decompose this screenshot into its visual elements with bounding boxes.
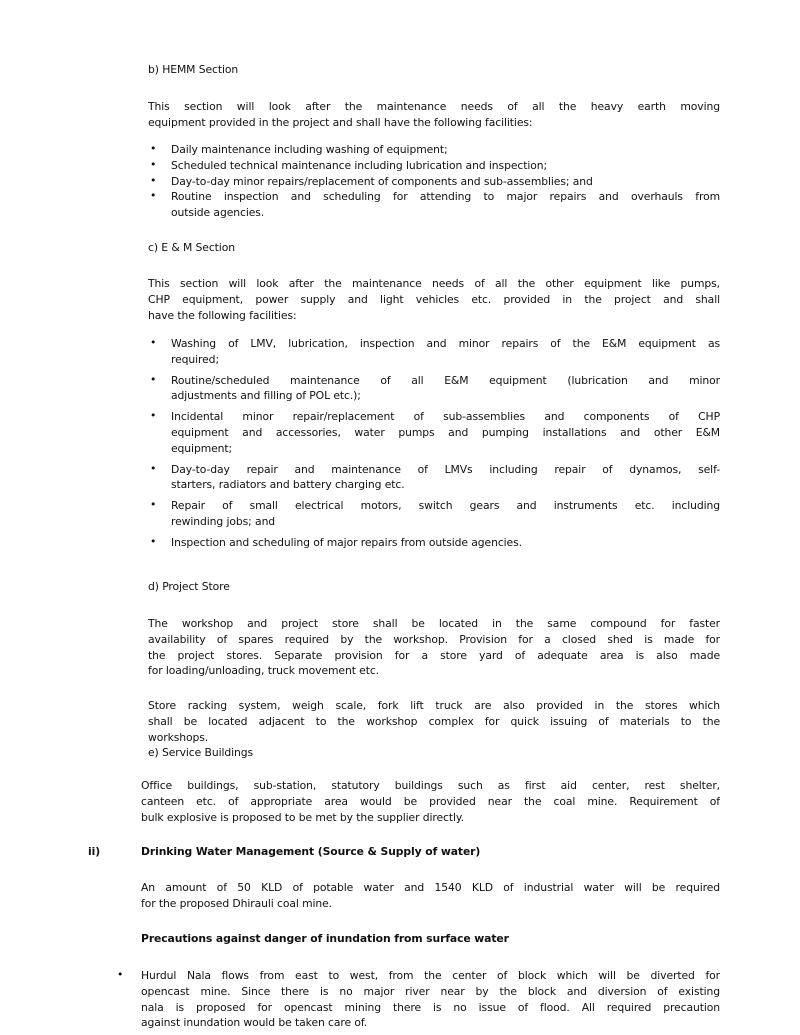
store-heading: d) Project Store <box>148 580 230 593</box>
list-item: • Inspection and scheduling of major repairs from outside agencies. <box>150 534 522 549</box>
service-paragraph: Office buildings, sub-station, statutory buildings such as first aid center, rest shelter, canteen etc. of appropriate area would be provided near the coal mine. Requirement of bulk explosive is proposed to be met by the supplier directly. <box>141 779 720 824</box>
bullet-icon: • <box>150 173 157 187</box>
bullet-icon: • <box>117 968 124 981</box>
water-paragraph: An amount of 50 KLD of potable water and 1540 KLD of industrial water will be required for the proposed Dhirauli coal mine. <box>141 881 720 910</box>
list-item: • Scheduled technical maintenance including lubrication and inspection; <box>150 157 548 172</box>
bullet-icon: • <box>150 409 157 423</box>
water-heading: Drinking Water Management (Source & Supply of water) <box>141 845 481 858</box>
list-item: • Washing of LMV, lubrication, inspection and minor repairs of the E&M equipment as required; <box>150 336 720 366</box>
hemm-heading: b) HEMM Section <box>148 63 239 76</box>
list-item: • Repair of small electrical motors, switch gears and instruments etc. including rewinding jobs; and <box>150 498 720 528</box>
list-item: • Daily maintenance including washing of equipment; <box>150 142 448 156</box>
hemm-bullet-list <box>150 142 720 221</box>
section-number: ii) <box>88 845 101 858</box>
list-item: • Day-to-day repair and maintenance of LMVs including repair of dynamos, self- starters, radiators and battery charging etc. <box>150 461 720 492</box>
inundation-bullet <box>117 968 720 1031</box>
em-intro: This section will look after the maintenance needs of all the other equipment like pumps, CHP equipment, power supply and light vehicles etc. provided in the project and shall have the following facilities: <box>148 277 720 322</box>
store-paragraph-2: Store racking system, weigh scale, fork lift truck are also provided in the stores which shall be located adjacent to the workshop complex for quick issuing of materials to the workshops. e) Service Buildings <box>148 699 720 760</box>
bullet-icon: • <box>150 189 157 203</box>
inundation-subheading: Precautions against danger of inundation from surface water <box>141 932 509 945</box>
list-item: • Incidental minor repair/replacement of sub-assemblies and components of CHP equipment and accessories, water pumps and pumping installations and other E&M equipment; <box>150 409 720 455</box>
service-heading: e) Service Buildings <box>148 746 254 760</box>
bullet-icon: • <box>150 157 157 171</box>
list-item: • Routine/scheduled maintenance of all E&M equipment (lubrication and minor adjustments and filling of POL etc.); <box>150 372 720 403</box>
hemm-intro: This section will look after the maintenance needs of all the heavy earth moving equipment provided in the project and shall have the following facilities: <box>148 100 720 129</box>
em-heading: c) E & M Section <box>148 241 235 254</box>
bullet-icon: • <box>150 142 157 155</box>
store-paragraph-1: The workshop and project store shall be located in the same compound for faster availability of spares required by the workshop. Provision for a closed shed is made for the project stores. Separate provision for a store yard of adequate area is also made for loading/unloading, truck movement etc. <box>148 617 720 678</box>
list-item: • Day-to-day minor repairs/replacement of components and sub-assemblies; and <box>150 173 593 188</box>
bullet-icon: • <box>150 336 157 349</box>
list-item: • Routine inspection and scheduling for attending to major repairs and overhauls from outside agencies. <box>150 189 720 220</box>
list-item: • Hurdul Nala flows from east to west, from the center of block which will be diverted for opencast mine. Since there is no major river near by the block and diversion of existing nala is proposed for opencast mining there is no issue of flood. All required precaution against inundation would be taken care of. <box>117 968 720 1030</box>
bullet-icon: • <box>150 372 157 386</box>
bullet-icon: • <box>150 461 157 475</box>
em-bullet-list <box>150 336 720 551</box>
bullet-icon: • <box>150 498 157 512</box>
bullet-icon: • <box>150 534 157 548</box>
